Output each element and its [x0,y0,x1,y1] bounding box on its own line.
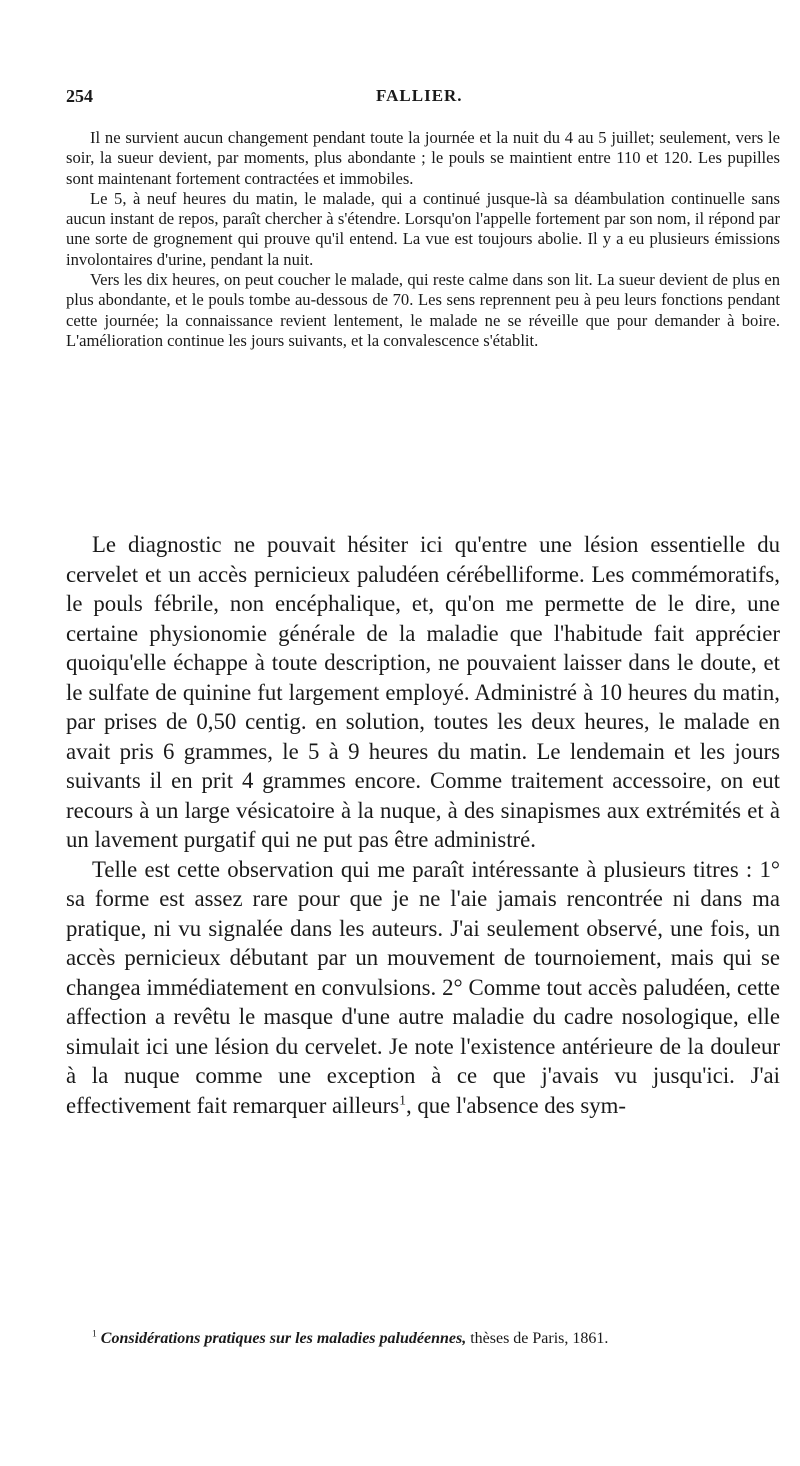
footnote-marker: 1 [399,1091,406,1107]
footnote-rest: thèses de Paris, 1861. [466,1330,609,1347]
footnote-title: Considérations pratiques sur les maladies paludéennes, [100,1330,467,1347]
running-head: FALLIER. [376,86,463,105]
paragraph [66,855,780,1121]
footnote-number: 1 [92,1328,97,1340]
paragraph: Le diagnostic ne pouvait hésiter ici qu'entre une lésion essentielle du cervelet et un accès pernicieux paludéen cérébelliforme. Les commémoratifs, le pouls fébrile, non encéphalique, et, qu'on me permette de le dire, une certaine physionomie générale de la maladie que l'habitude fait apprécier quoiqu'elle échappe à toute description, ne pouvaient laisser dans le doute, et le sulfate de quinine fut largement employé. Administré à 10 heures du matin, par prises de 0,50 centig. en solution, toutes les deux heures, le malade en avait pris 6 grammes, le 5 à 9 heures du matin. Le lendemain et les jours suivants il en prit 4 grammes encore. Comme traitement accessoire, on eut recours à un large vésicatoire à la nuque, à des sinapismes aux extrémités et à un lavement purgatif qui ne put pas être administré. [66,532,780,852]
paragraph: Vers les dix heures, on peut coucher le malade, qui reste calme dans son lit. La sueur devient de plus en plus abondante, et le pouls tombe au-dessous de 70. Les sens reprennent peu à peu leurs fonctions pendant cette journée; la connaissance revient lentement, le malade ne se réveille que pour demander à boire. L'amélioration continue les jours suivants, et la convalescence s'établit. [66,270,780,350]
commentary-text [66,530,780,1120]
footnote-text [66,1328,780,1349]
footnote [66,1328,780,1349]
paragraph: Il ne survient aucun changement pendant toute la journée et la nuit du 4 au 5 juillet; seulement, vers le soir, la sueur devient, par moments, plus abondante ; le pouls se maintient entre 110 et 120. Les pupilles sont maintenant fortement contractées et immobiles. [66,128,780,188]
observation-text [66,128,780,351]
page-header [66,86,766,110]
paragraph-text: Telle est cette observation qui me paraît intéressante à plusieurs titres : 1° sa forme est assez rare pour que je ne l'aie jamais rencontrée ni dans ma pratique, ni vu signalée dans les auteurs. J'ai seulement observé, une fois, un accès pernicieux débutant par un mouvement de tournoiement, mais qui se changea immédiatement en convulsions. 2° Comme tout accès paludéen, cette affection a revêtu le masque d'une autre maladie du cadre nosologique, elle simulait ici une lésion du cervelet. Je note l'existence antérieure de la douleur à la nuque comme une exception à ce que j'avais vu jusqu'ici. J'ai effectivement fait remarquer ailleurs [66,856,780,1118]
paragraph-continuation: , que l'absence des sym- [405,1092,626,1118]
paragraph: Le 5, à neuf heures du matin, le malade, qui a continué jusque-là sa déambulation continuelle sans aucun instant de repos, paraît chercher à s'étendre. Lorsqu'on l'appelle fortement par son nom, il répond par une sorte de grognement qui prouve qu'il entend. La vue est toujours abolie. Il y a eu plusieurs émissions involontaires d'urine, pendant la nuit. [66,188,780,269]
page-number: 254 [66,86,93,106]
